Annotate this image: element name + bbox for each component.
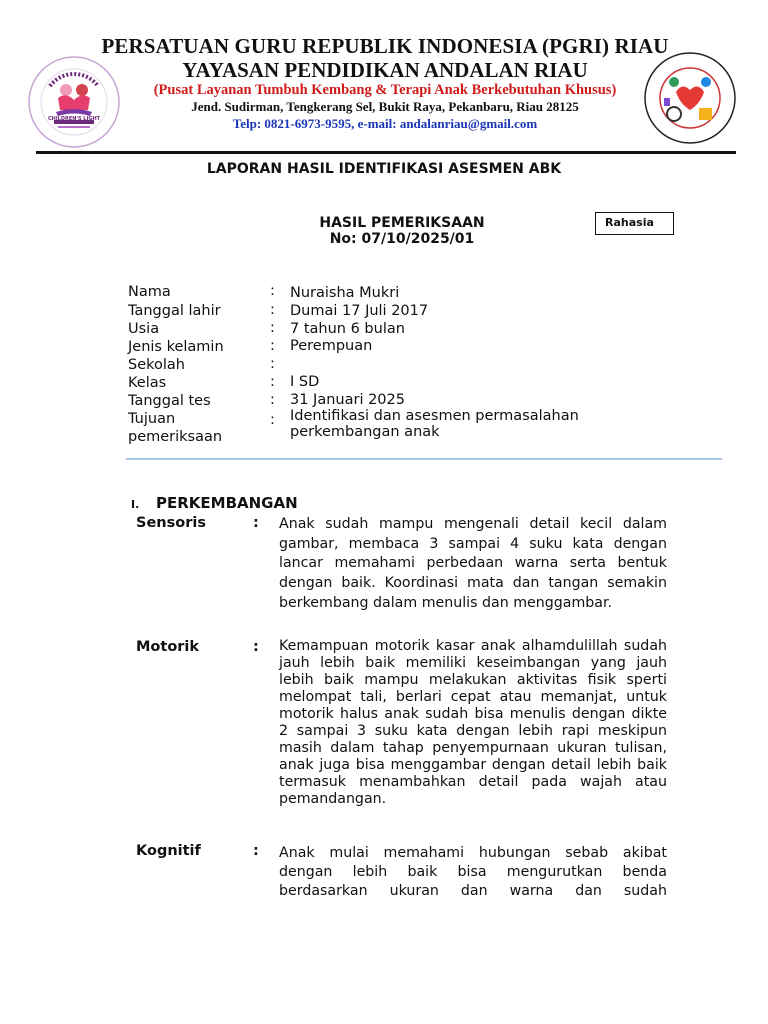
letterhead-line-1: PERSATUAN GURU REPUBLIK INDONESIA (PGRI) RIAU — [101, 34, 669, 58]
item-colon: : — [253, 515, 259, 531]
item-text-sensoris: Anak sudah mampu mengenali detail kecil dalam gambar, membaca 3 sampai 4 suku kata dengan lancar memahami perbedaan warna serta bentuk dengan baik. Koordinasi mata dan tangan semakin berkembang dalam menulis dan menggambar. — [279, 516, 667, 611]
identity-row-sekolah — [128, 356, 728, 374]
letterhead-contact: Telp: 0821-6973-9595, e-mail: andalanriau@gmail.com — [232, 116, 538, 131]
identity-value: Perempuan — [290, 338, 373, 354]
identity-colon: : — [270, 374, 275, 390]
identity-colon: : — [270, 283, 275, 299]
identity-row-jenis-kelamin — [128, 338, 728, 356]
exam-number: No: 07/10/2025/01 — [329, 231, 475, 247]
identity-row-tujuan — [128, 410, 728, 446]
identity-label: Jenis kelamin — [128, 339, 224, 355]
identity-value: Dumai 17 Juli 2017 — [290, 303, 429, 319]
identity-value: 7 tahun 6 bulan — [290, 321, 405, 337]
identity-colon: : — [270, 392, 275, 408]
identity-label: Sekolah — [128, 357, 185, 373]
item-label-sensoris: Sensoris — [136, 515, 206, 531]
identity-value: Identifikasi dan asesmen permasalahan perkembangan anak — [290, 408, 579, 440]
identity-colon: : — [270, 338, 275, 354]
letterhead-divider — [36, 151, 736, 154]
item-colon: : — [253, 843, 259, 859]
document-title: LAPORAN HASIL IDENTIFIKASI ASESMEN ABK — [206, 161, 562, 177]
identity-row-kelas — [128, 374, 728, 392]
section-number: I. — [131, 498, 140, 511]
identity-value: Nuraisha Mukri — [290, 285, 400, 301]
letterhead-line-3: (Pusat Layanan Tumbuh Kembang & Terapi Anak Berkebutuhan Khusus) — [153, 82, 617, 98]
identity-colon: : — [270, 320, 275, 336]
identity-row-usia — [128, 320, 728, 338]
identity-label: Tanggal lahir — [128, 303, 221, 319]
identity-row-nama — [128, 283, 728, 301]
logo-left-caption: CHILDREN'S LIGHT — [47, 116, 101, 122]
letterhead-line-2: YAYASAN PENDIDIKAN ANDALAN RIAU — [182, 58, 588, 82]
item-label-kognitif: Kognitif — [136, 843, 201, 859]
identity-label: Tujuan pemeriksaan — [128, 411, 223, 445]
exam-title: HASIL PEMERIKSAAN — [319, 215, 485, 231]
identity-value: I SD — [290, 374, 320, 390]
section-title: PERKEMBANGAN — [156, 494, 298, 512]
identity-label: Kelas — [128, 375, 167, 391]
identity-row-tanggal-lahir — [128, 302, 728, 320]
confidential-badge: Rahasia — [595, 212, 674, 235]
identity-colon: : — [270, 302, 275, 318]
item-text-motorik: Kemampuan motorik kasar anak alhamdulillah sudah jauh lebih baik memiliki keseimbangan yang jauh lebih baik mampu melakukan aktivitas fisik sperti melompat tali, berlari cepat atau memanjat, untuk motorik halus anak sudah bisa menulis dengan dikte 2 sampai 3 suku kata dengan lebih rapi meskipun masih dalam tahap penyempurnaan ukuran tulisan, anak juga bisa menggambar dengan detail lebih baik termasuk menambahkan detail pada wajah atau pemandangan. — [279, 638, 667, 807]
item-text-kognitif: Anak mulai memahami hubungan sebab akibat dengan lebih baik bisa mengurutkan benda berdasarkan ukuran dan warna dan sudah — [279, 845, 667, 899]
identity-label: Tanggal tes — [128, 393, 211, 409]
identity-label: Usia — [128, 321, 160, 337]
identity-colon: : — [270, 412, 275, 428]
item-label-motorik: Motorik — [136, 639, 200, 655]
identity-colon: : — [270, 356, 275, 372]
letterhead-address: Jend. Sudirman, Tengkerang Sel, Bukit Raya, Pekanbaru, Riau 28125 — [191, 99, 579, 114]
section-divider — [126, 458, 722, 460]
identity-label: Nama — [128, 284, 171, 300]
item-colon: : — [253, 639, 259, 655]
identity-value: 31 Januari 2025 — [290, 392, 405, 408]
